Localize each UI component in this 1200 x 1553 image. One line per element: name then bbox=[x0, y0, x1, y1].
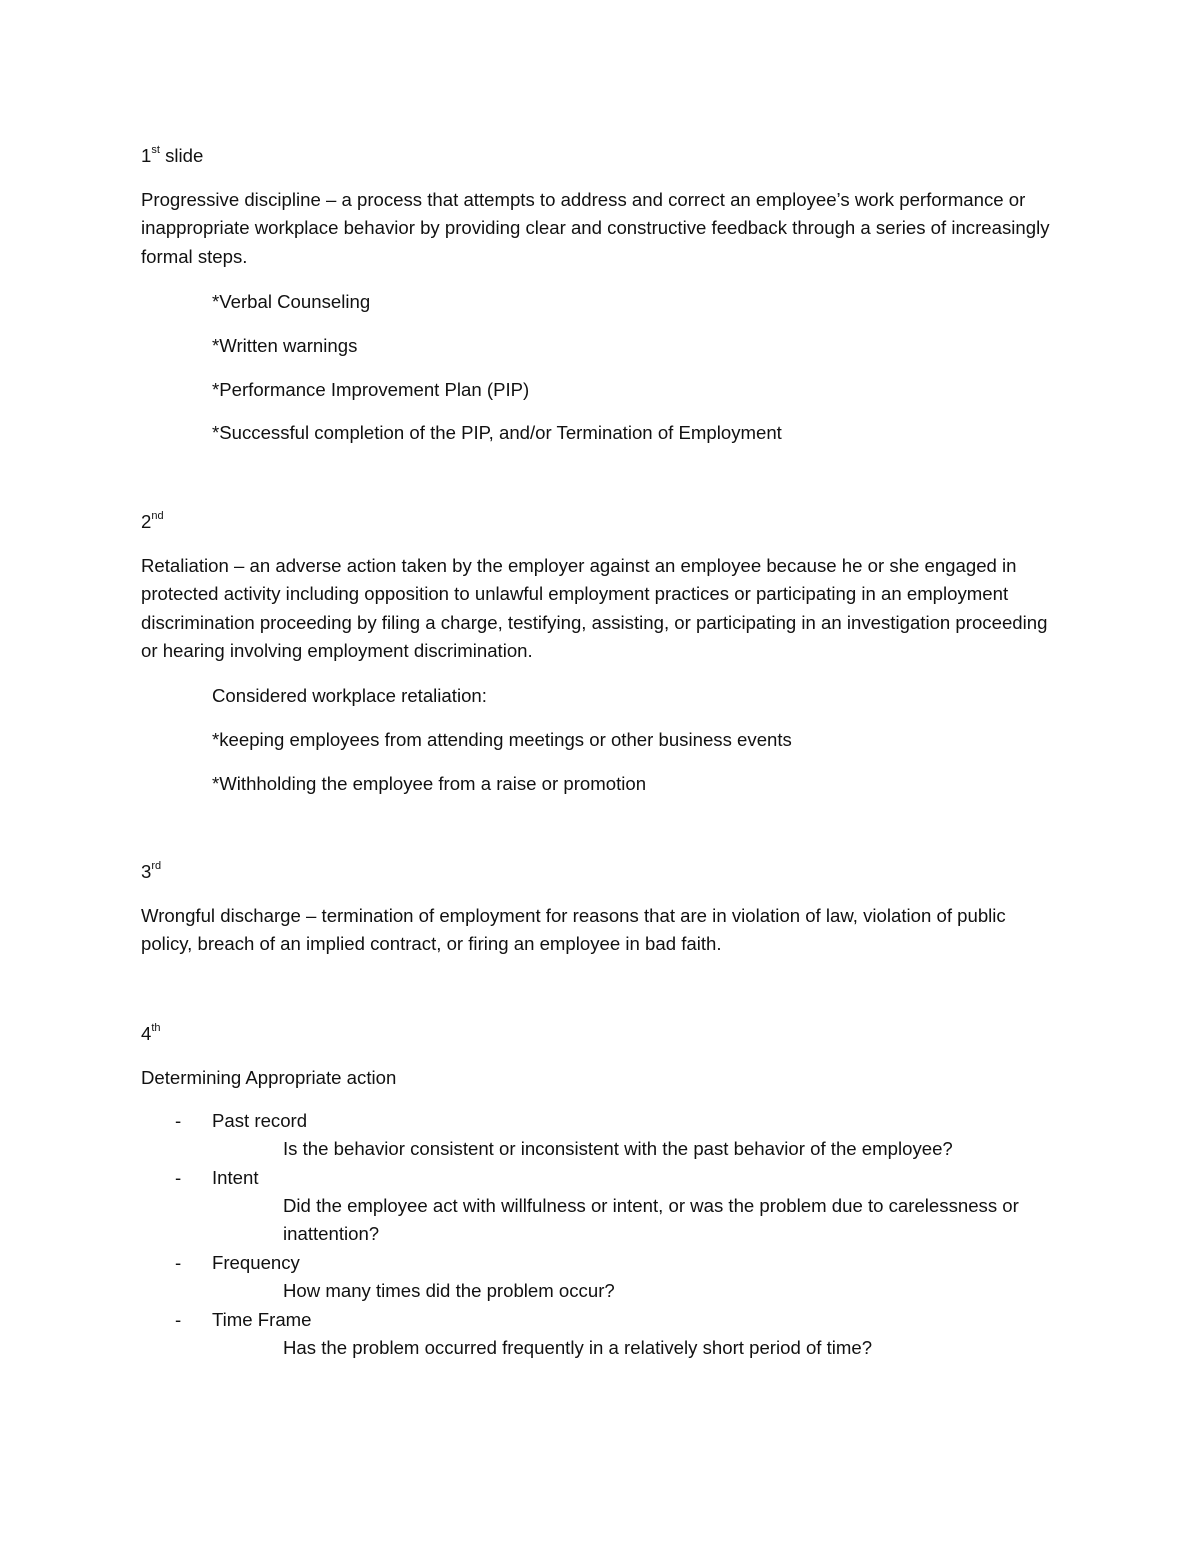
section2-item: *keeping employees from attending meetings or other business events bbox=[212, 729, 792, 750]
criterion-label: Frequency bbox=[212, 1252, 300, 1273]
section3-definition: Wrongful discharge – termination of employment for reasons that are in violation of law, violation of public policy, breach of an implied contract, or firing an employee in bad faith. bbox=[141, 905, 1006, 955]
section3-heading: 3rd bbox=[141, 859, 162, 882]
list-bullet: - bbox=[175, 1252, 182, 1273]
criterion-question: How many times did the problem occur? bbox=[283, 1280, 615, 1301]
section1-definition: Progressive discipline – a process that attempts to address and correct an employee’s work performance or inappropriate workplace behavior by providing clear and constructive feedback through a series of increasingly formal steps. bbox=[141, 189, 1050, 267]
section2-subheading: Considered workplace retaliation: bbox=[212, 685, 487, 706]
criterion-label: Intent bbox=[212, 1167, 259, 1188]
criterion-question: Has the problem occurred frequently in a relatively short period of time? bbox=[283, 1337, 873, 1358]
list-bullet: - bbox=[175, 1167, 182, 1188]
criterion-question: Is the behavior consistent or inconsistent with the past behavior of the employee? bbox=[283, 1138, 953, 1159]
criterion-label: Time Frame bbox=[212, 1309, 312, 1330]
criterion-question: Did the employee act with willfulness or intent, or was the problem due to carelessness or inattention? bbox=[283, 1195, 1019, 1245]
section1-item: *Successful completion of the PIP, and/or Termination of Employment bbox=[212, 422, 782, 443]
section1-item: *Written warnings bbox=[212, 335, 358, 356]
section1-item: *Verbal Counseling bbox=[212, 291, 371, 312]
list-bullet: - bbox=[175, 1309, 182, 1330]
section2-heading: 2nd bbox=[141, 509, 164, 532]
section4-title: Determining Appropriate action bbox=[141, 1067, 397, 1088]
list-bullet: - bbox=[175, 1110, 182, 1131]
section2-item: *Withholding the employee from a raise or promotion bbox=[212, 773, 647, 794]
section1-item: *Performance Improvement Plan (PIP) bbox=[212, 379, 530, 400]
criterion-label: Past record bbox=[212, 1110, 308, 1131]
section1-heading: 1st slide bbox=[141, 143, 204, 166]
section4-heading: 4th bbox=[141, 1021, 161, 1044]
section2-definition: Retaliation – an adverse action taken by the employer against an employee because he or she engaged in protected activity including opposition to unlawful employment practices or participating in an employment discrimination proceeding by filing a charge, testifying, assisting, or participating in an investigation proceeding or hearing involving employment discrimination. bbox=[141, 555, 1048, 662]
